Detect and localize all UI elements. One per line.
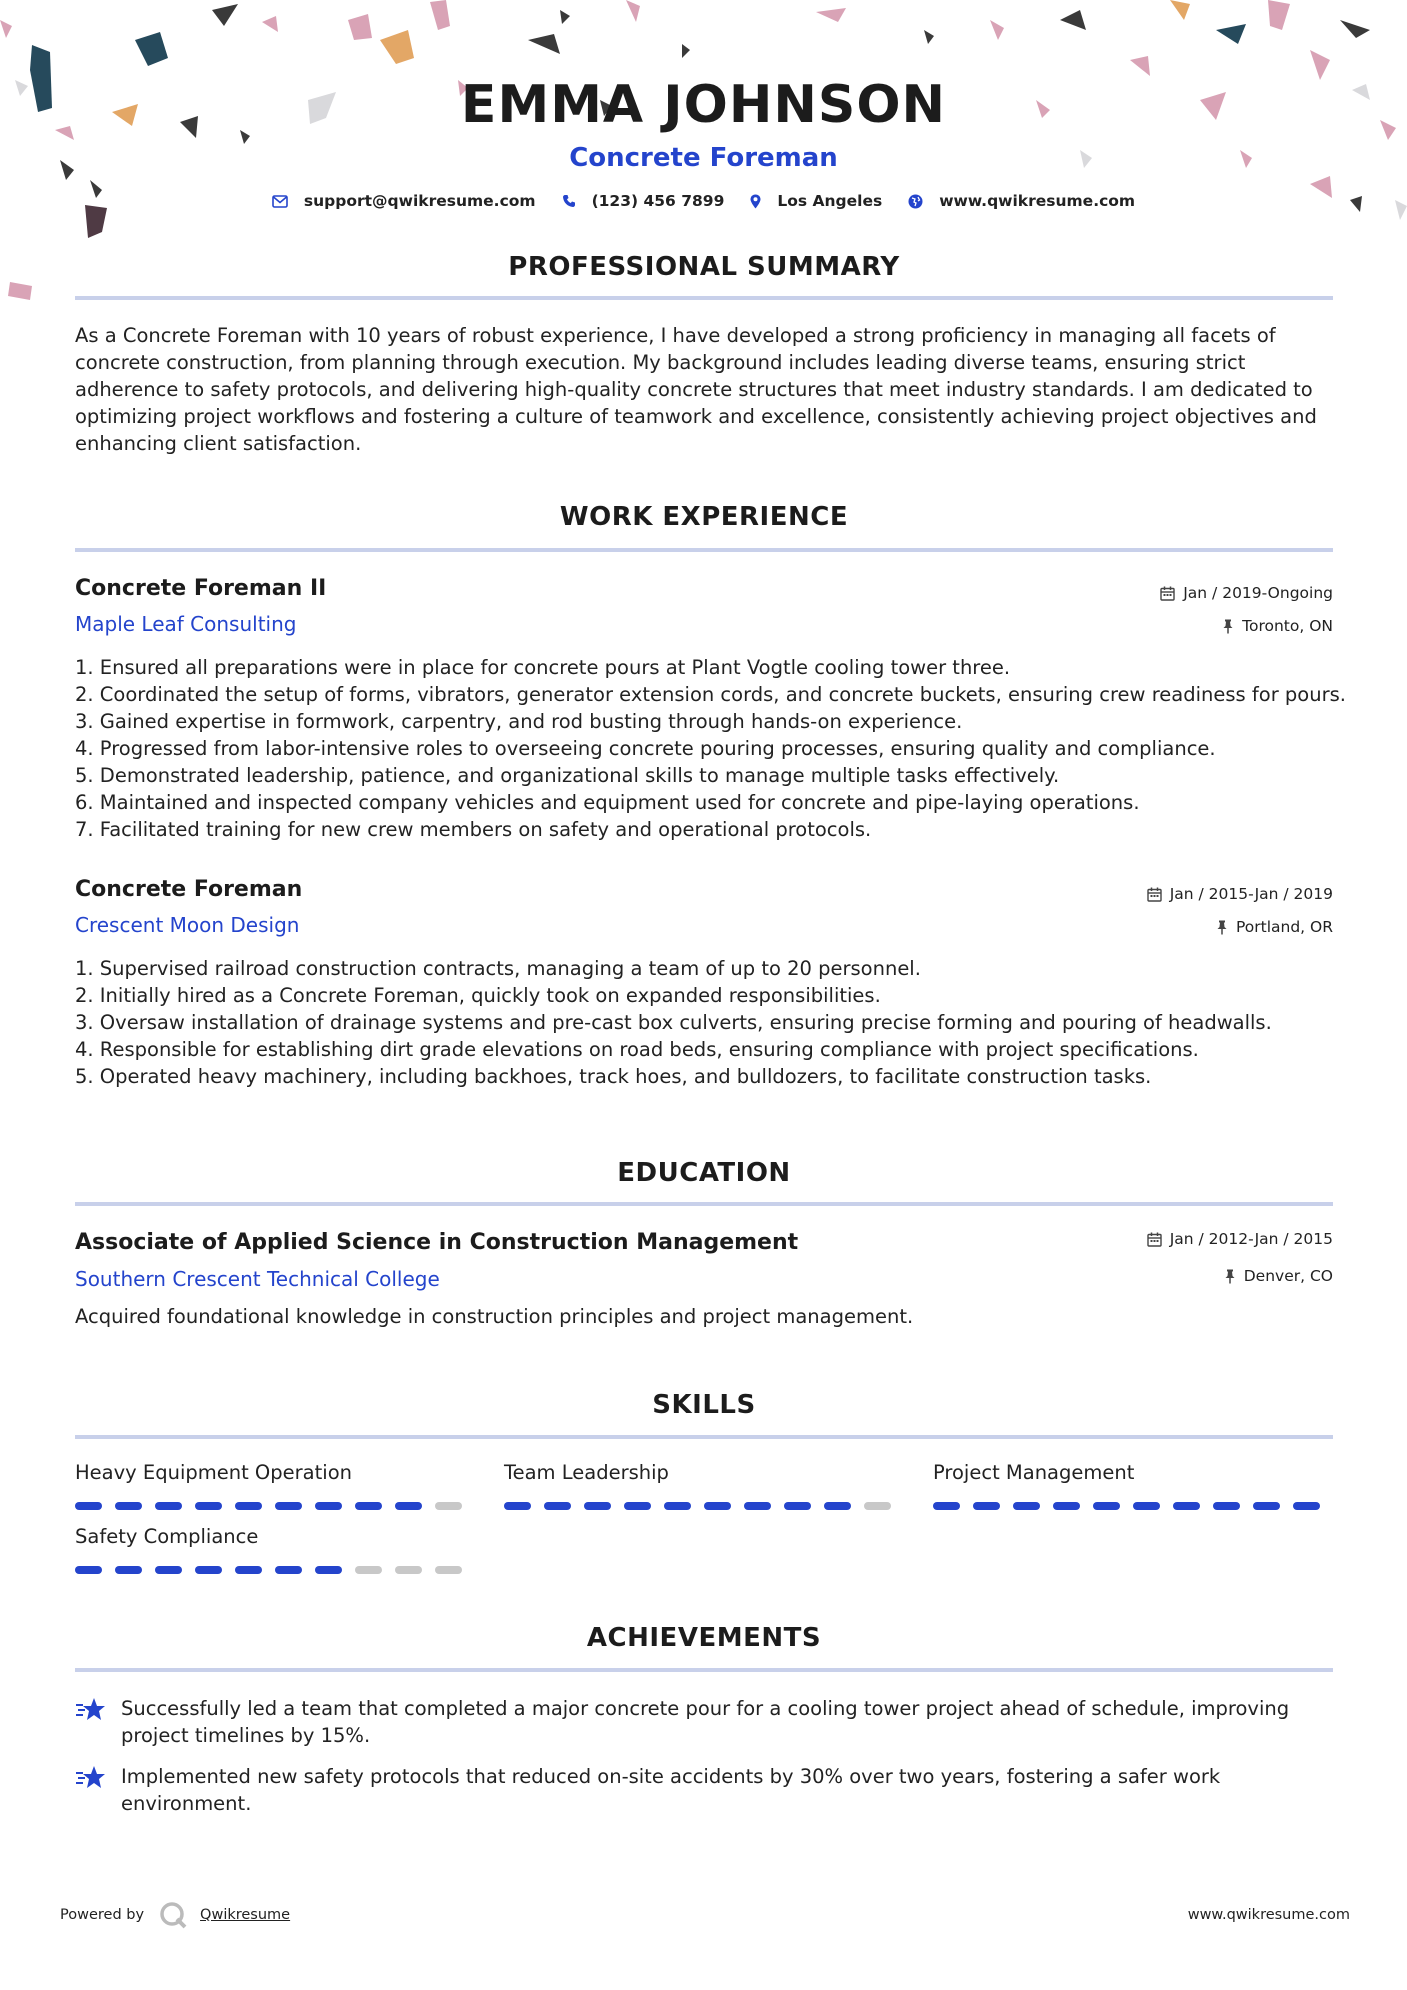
job-bullet: 5. Demonstrated leadership, patience, and organizational skills to manage multiple tasks effectively. (75, 764, 1060, 787)
contact-bar (0, 192, 1407, 210)
education-description: Acquired foundational knowledge in construction principles and project management. (75, 1305, 914, 1328)
powered-by-label: Powered by (60, 1907, 145, 1923)
contact-phone[interactable] (562, 192, 725, 210)
contact-website[interactable] (908, 192, 1135, 210)
skill-name: Heavy Equipment Operation (75, 1461, 352, 1484)
website-text: www.qwikresume.com (939, 192, 1136, 210)
skill-dot-filled (544, 1502, 571, 1510)
achievement-item (75, 1763, 1333, 1817)
skill-dot-filled (933, 1502, 960, 1510)
skill-dot-filled (824, 1502, 851, 1510)
education-divider (75, 1202, 1333, 1206)
job-dates-text: Jan / 2019-Ongoing (1183, 584, 1333, 602)
job-bullet: 1. Supervised railroad construction contracts, managing a team of up to 20 personnel. (75, 957, 921, 980)
skill-dot-filled (315, 1566, 342, 1574)
company-name[interactable]: Maple Leaf Consulting (75, 612, 297, 636)
skill-name: Safety Compliance (75, 1525, 259, 1548)
summary-text: As a Concrete Foreman with 10 years of robust experience, I have developed a strong proficiency in managing all facets of concrete construction, from planning through execution. My background includes leading diverse teams, ensuring strict adherence to safety protocols, and delivering high-quality concrete structures that meet industry standards. I am dedicated to optimizing project workflows and fostering a culture of teamwork and excellence, consistently achieving project objectives and enhancing client satisfaction. (75, 324, 1317, 455)
job-bullets (75, 654, 1355, 843)
footer-website[interactable]: www.qwikresume.com (1187, 1907, 1350, 1923)
resume-header (0, 70, 1407, 210)
job-bullet: 6. Maintained and inspected company vehicles and equipment used for concrete and pipe-laying operations. (75, 791, 1140, 814)
job-location (1216, 918, 1333, 936)
qwikresume-logo-icon (158, 1900, 188, 1930)
skill-dot-filled (584, 1502, 611, 1510)
skill-dot-filled (155, 1502, 182, 1510)
education-dates (1147, 1230, 1333, 1248)
skill-name: Team Leadership (504, 1461, 669, 1484)
skill-item (933, 1460, 1333, 1510)
company-name[interactable]: Crescent Moon Design (75, 913, 300, 937)
skill-item (75, 1524, 475, 1574)
star-award-icon (75, 1695, 107, 1723)
skill-dot-filled (1253, 1502, 1280, 1510)
skill-dot-filled (624, 1502, 651, 1510)
footer-branding (60, 1900, 290, 1930)
pushpin-icon (1216, 920, 1228, 935)
skill-dot-filled (275, 1566, 302, 1574)
skill-item (75, 1460, 475, 1510)
job-location (1222, 617, 1333, 635)
skill-item (504, 1460, 904, 1510)
skill-dot-empty (435, 1566, 462, 1574)
skill-dot-filled (504, 1502, 531, 1510)
skill-dot-filled (275, 1502, 302, 1510)
globe-icon (908, 194, 923, 209)
education-dates-text: Jan / 2012-Jan / 2015 (1169, 1230, 1333, 1248)
education-location-text: Denver, CO (1243, 1267, 1333, 1285)
experience-heading: WORK EXPERIENCE (559, 502, 849, 532)
skill-dot-filled (744, 1502, 771, 1510)
pushpin-icon (1222, 619, 1234, 634)
job-location-text: Toronto, ON (1242, 617, 1333, 635)
skill-dot-filled (115, 1566, 142, 1574)
skill-dot-filled (1213, 1502, 1240, 1510)
skill-dot-filled (155, 1566, 182, 1574)
skill-rating (75, 1502, 475, 1510)
skill-rating (933, 1502, 1333, 1510)
job-bullet: 2. Initially hired as a Concrete Foreman, quickly took on expanded responsibilities. (75, 984, 881, 1007)
job-dates (1160, 584, 1333, 602)
job-bullet: 1. Ensured all preparations were in place for concrete pours at Plant Vogtle cooling tower three. (75, 656, 1011, 679)
pushpin-icon (1224, 1269, 1236, 1284)
skill-dot-filled (973, 1502, 1000, 1510)
skill-dot-empty (864, 1502, 891, 1510)
achievement-item (75, 1695, 1333, 1749)
summary-divider (75, 296, 1333, 300)
job-bullet: 3. Oversaw installation of drainage systems and pre-cast box culverts, ensuring precise forming and pouring of headwalls. (75, 1011, 1272, 1034)
skill-dot-filled (1133, 1502, 1160, 1510)
job-bullet: 7. Facilitated training for new crew members on safety and operational protocols. (75, 818, 872, 841)
skill-dot-filled (395, 1502, 422, 1510)
job-location-text: Portland, OR (1235, 918, 1333, 936)
candidate-role: Concrete Foreman (569, 143, 838, 173)
skill-dot-filled (1173, 1502, 1200, 1510)
skill-name: Project Management (933, 1461, 1135, 1484)
job-title: Concrete Foreman (75, 877, 303, 902)
skill-dot-filled (235, 1502, 262, 1510)
degree-title: Associate of Applied Science in Construction Management (75, 1230, 799, 1255)
achievement-text: Implemented new safety protocols that reduced on-site accidents by 30% over two years, fostering a safer work environment. (121, 1765, 1221, 1815)
job-dates (1147, 885, 1333, 903)
skill-dot-filled (235, 1566, 262, 1574)
skill-dot-filled (704, 1502, 731, 1510)
skill-dot-filled (784, 1502, 811, 1510)
brand-link[interactable]: Qwikresume (200, 1907, 291, 1923)
job-dates-text: Jan / 2015-Jan / 2019 (1169, 885, 1333, 903)
skill-rating (75, 1566, 475, 1574)
skill-dot-filled (664, 1502, 691, 1510)
skill-dot-filled (1093, 1502, 1120, 1510)
job-bullet: 4. Progressed from labor-intensive roles to overseeing concrete pouring processes, ensuring quality and compliance. (75, 737, 1216, 760)
location-text: Los Angeles (777, 192, 883, 210)
summary-heading: PROFESSIONAL SUMMARY (508, 252, 900, 282)
contact-email[interactable] (272, 192, 536, 210)
achievement-text: Successfully led a team that completed a major concrete pour for a cooling tower project ahead of schedule, improving project timelines by 15%. (121, 1697, 1290, 1747)
achievements-heading: ACHIEVEMENTS (586, 1623, 822, 1653)
skill-dot-filled (315, 1502, 342, 1510)
job-title: Concrete Foreman II (75, 576, 327, 601)
skill-dot-filled (75, 1566, 102, 1574)
calendar-icon (1147, 1232, 1162, 1247)
calendar-icon (1147, 887, 1162, 902)
calendar-icon (1160, 586, 1175, 601)
experience-divider (75, 548, 1333, 552)
achievements-divider (75, 1668, 1333, 1672)
map-pin-icon (750, 194, 761, 209)
job-bullet: 3. Gained expertise in formwork, carpentry, and rod busting through hands-on experience. (75, 710, 963, 733)
education-heading: EDUCATION (617, 1158, 791, 1188)
candidate-name: EMMA JOHNSON (460, 75, 947, 135)
footer (60, 1900, 1350, 1930)
skill-dot-filled (1293, 1502, 1320, 1510)
skill-dot-filled (1013, 1502, 1040, 1510)
skills-divider (75, 1435, 1333, 1439)
job-bullet: 4. Responsible for establishing dirt grade elevations on road beds, ensuring compliance with project specifications. (75, 1038, 1199, 1061)
skill-dot-filled (115, 1502, 142, 1510)
skill-dot-empty (395, 1566, 422, 1574)
phone-icon (562, 194, 576, 208)
skill-dot-filled (1053, 1502, 1080, 1510)
envelope-icon (272, 195, 288, 208)
skill-dot-empty (435, 1502, 462, 1510)
job-bullet: 2. Coordinated the setup of forms, vibrators, generator extension cords, and concrete buckets, ensuring crew readiness for pours. (75, 683, 1346, 706)
education-location (1224, 1267, 1333, 1285)
skill-dot-filled (355, 1502, 382, 1510)
school-name[interactable]: Southern Crescent Technical College (75, 1267, 440, 1291)
star-award-icon (75, 1763, 107, 1791)
email-text: support@qwikresume.com (303, 192, 536, 210)
skill-dot-empty (355, 1566, 382, 1574)
contact-location (750, 192, 882, 210)
job-bullet: 5. Operated heavy machinery, including backhoes, track hoes, and bulldozers, to facilitate construction tasks. (75, 1065, 1152, 1088)
job-bullets (75, 955, 1355, 1090)
skill-rating (504, 1502, 904, 1510)
skill-dot-filled (195, 1502, 222, 1510)
skill-dot-filled (75, 1502, 102, 1510)
phone-text: (123) 456 7899 (591, 192, 725, 210)
skills-heading: SKILLS (652, 1390, 756, 1420)
skill-dot-filled (195, 1566, 222, 1574)
